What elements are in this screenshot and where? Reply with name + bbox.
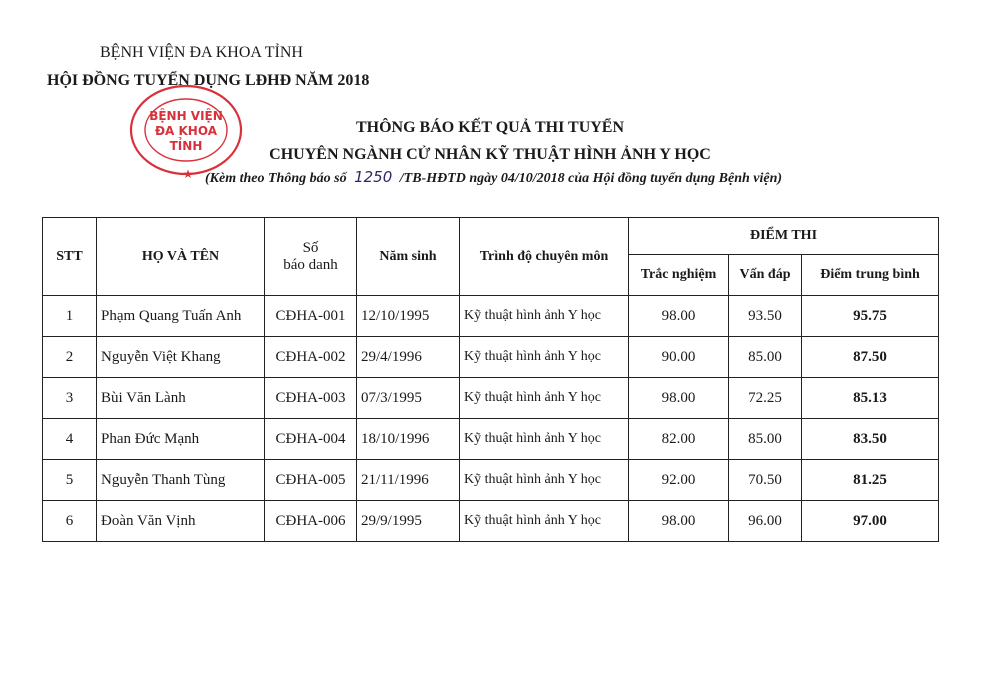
table-row — [43, 501, 939, 542]
document-subtitle: CHUYÊN NGÀNH CỬ NHÂN KỸ THUẬT HÌNH ẢNH Y HỌC — [269, 146, 711, 163]
cell-qualification: Kỹ thuật hình ảnh Y học — [460, 378, 629, 419]
header-sbd-line2: báo danh — [283, 256, 338, 273]
cell-birth: 18/10/1996 — [357, 419, 460, 460]
stamp-line2: ĐA KHOA — [154, 124, 218, 138]
cell-oral: 72.25 — [729, 378, 802, 419]
cell-stt: 3 — [43, 378, 97, 419]
header-birth: Năm sinh — [357, 218, 460, 296]
cell-average: 87.50 — [802, 337, 939, 378]
cell-name: Nguyễn Thanh Tùng — [97, 460, 265, 501]
cell-name: Bùi Văn Lành — [97, 378, 265, 419]
cell-sbd: CĐHA-003 — [265, 378, 357, 419]
cell-average: 85.13 — [802, 378, 939, 419]
cell-name: Phan Đức Mạnh — [97, 419, 265, 460]
cell-oral: 85.00 — [729, 419, 802, 460]
reference-suffix: /TB-HĐTD ngày 04/10/2018 của Hội đồng tuyển dụng Bệnh viện) — [399, 171, 783, 186]
table-row — [43, 460, 939, 501]
council-name: HỘI ĐỒNG TUYỂN DỤNG LĐHĐ NĂM 2018 — [47, 72, 370, 89]
cell-birth: 12/10/1995 — [357, 296, 460, 337]
cell-average: 97.00 — [802, 501, 939, 542]
cell-birth: 21/11/1996 — [357, 460, 460, 501]
cell-qualification: Kỹ thuật hình ảnh Y học — [460, 419, 629, 460]
cell-qualification: Kỹ thuật hình ảnh Y học — [460, 296, 629, 337]
results-table — [42, 217, 939, 542]
cell-oral: 70.50 — [729, 460, 802, 501]
document-reference — [205, 168, 782, 187]
cell-stt: 6 — [43, 501, 97, 542]
cell-sbd: CĐHA-004 — [265, 419, 357, 460]
cell-stt: 4 — [43, 419, 97, 460]
cell-birth: 07/3/1995 — [357, 378, 460, 419]
cell-mcq: 92.00 — [629, 460, 729, 501]
stamp-line1: BỆNH VIỆN — [149, 109, 223, 123]
cell-mcq: 98.00 — [629, 378, 729, 419]
header-name: HỌ VÀ TÊN — [97, 218, 265, 296]
cell-mcq: 90.00 — [629, 337, 729, 378]
cell-mcq: 98.00 — [629, 296, 729, 337]
cell-qualification: Kỹ thuật hình ảnh Y học — [460, 460, 629, 501]
reference-prefix: (Kèm theo Thông báo số — [205, 171, 347, 186]
stamp-line3: TỈNH — [169, 139, 203, 153]
table-row — [43, 419, 939, 460]
header-score-group: ĐIỂM THI — [629, 218, 939, 255]
cell-name: Phạm Quang Tuấn Anh — [97, 296, 265, 337]
cell-sbd: CĐHA-005 — [265, 460, 357, 501]
header-stt: STT — [43, 218, 97, 296]
header-mcq: Trắc nghiệm — [629, 255, 729, 296]
header-average: Điểm trung bình — [802, 255, 939, 296]
cell-birth: 29/9/1995 — [357, 501, 460, 542]
cell-sbd: CĐHA-001 — [265, 296, 357, 337]
cell-stt: 1 — [43, 296, 97, 337]
cell-oral: 85.00 — [729, 337, 802, 378]
header-sbd-line1: Số — [302, 239, 319, 256]
cell-oral: 96.00 — [729, 501, 802, 542]
cell-birth: 29/4/1996 — [357, 337, 460, 378]
cell-oral: 93.50 — [729, 296, 802, 337]
cell-qualification: Kỹ thuật hình ảnh Y học — [460, 337, 629, 378]
cell-qualification: Kỹ thuật hình ảnh Y học — [460, 501, 629, 542]
official-stamp — [128, 82, 252, 182]
table-row — [43, 337, 939, 378]
cell-name: Đoàn Văn Vịnh — [97, 501, 265, 542]
cell-mcq: 82.00 — [629, 419, 729, 460]
cell-average: 83.50 — [802, 419, 939, 460]
organization-name: BỆNH VIỆN ĐA KHOA TỈNH — [100, 44, 303, 61]
header-oral: Vấn đáp — [729, 255, 802, 296]
cell-sbd: CĐHA-002 — [265, 337, 357, 378]
reference-number: 1250 — [354, 168, 393, 186]
document-title: THÔNG BÁO KẾT QUẢ THI TUYỂN — [355, 119, 625, 136]
cell-stt: 5 — [43, 460, 97, 501]
stamp-star-icon: ★ — [182, 167, 194, 181]
cell-stt: 2 — [43, 337, 97, 378]
cell-sbd: CĐHA-006 — [265, 501, 357, 542]
table-row — [43, 296, 939, 337]
header-sbd — [265, 218, 357, 296]
cell-average: 81.25 — [802, 460, 939, 501]
cell-name: Nguyễn Việt Khang — [97, 337, 265, 378]
header-qualification: Trình độ chuyên môn — [460, 218, 629, 296]
cell-mcq: 98.00 — [629, 501, 729, 542]
table-row — [43, 378, 939, 419]
cell-average: 95.75 — [802, 296, 939, 337]
